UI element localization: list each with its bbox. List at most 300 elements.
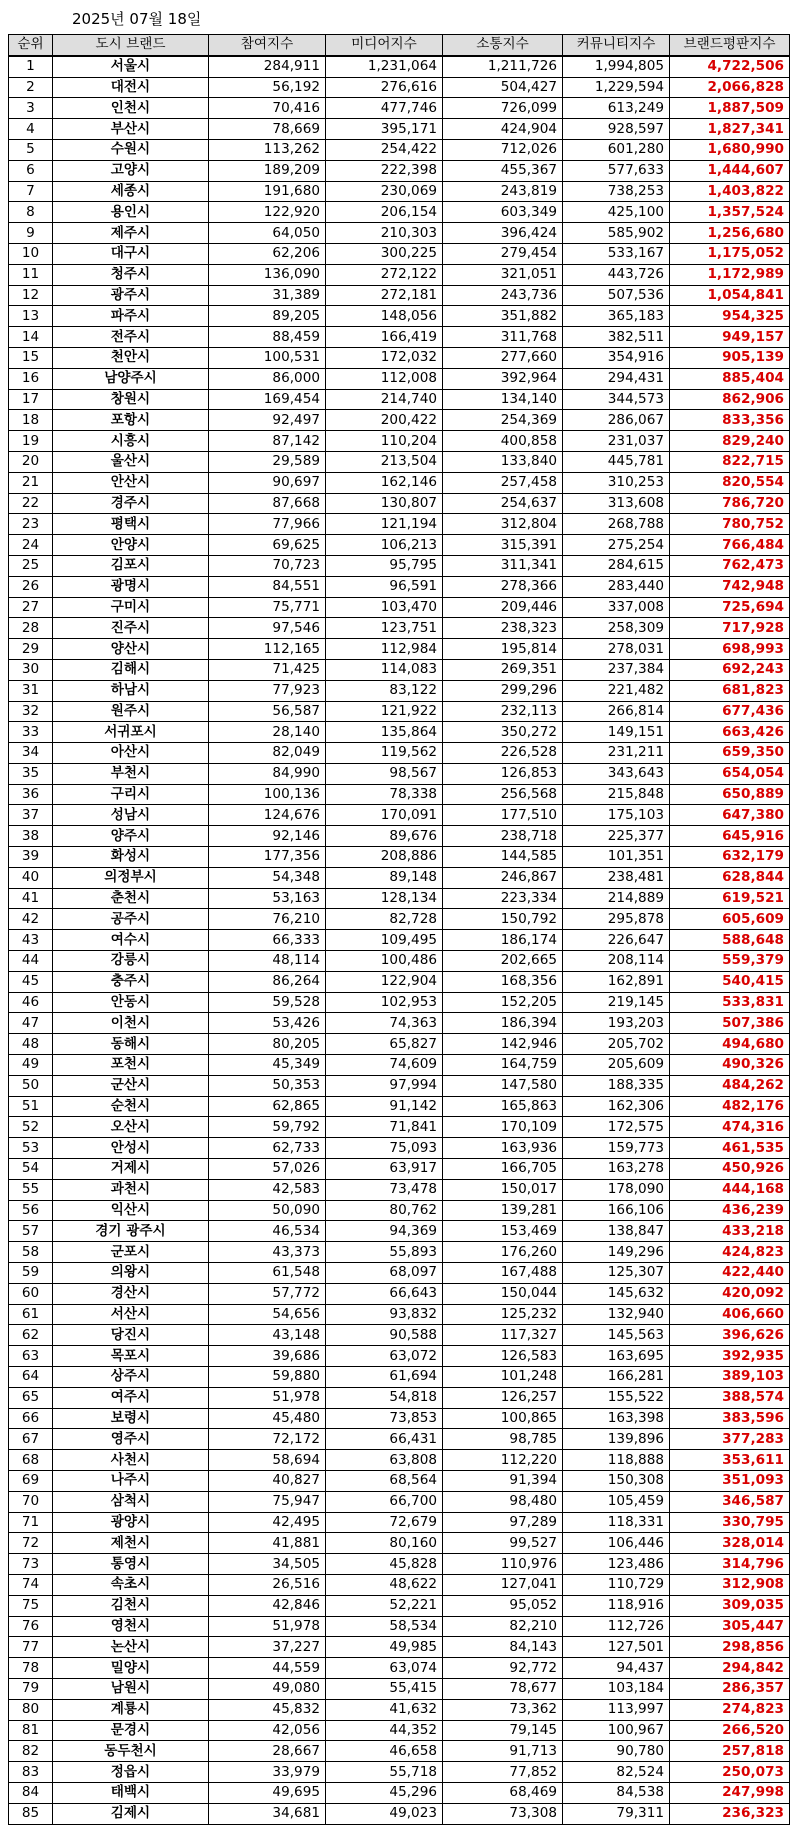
communication-cell: 112,220 [443,1450,563,1471]
media-cell: 122,904 [326,971,443,992]
communication-cell: 98,785 [443,1429,563,1450]
brand-index-cell: 698,993 [670,639,790,660]
city-name-cell: 익산시 [53,1200,209,1221]
communication-cell: 1,211,726 [443,56,563,77]
media-cell: 58,534 [326,1616,443,1637]
rank-cell: 48 [9,1034,53,1055]
community-cell: 125,307 [563,1263,670,1284]
participation-cell: 66,333 [209,930,326,951]
city-name-cell: 순천시 [53,1096,209,1117]
table-row [9,77,790,98]
city-name-cell: 김제시 [53,1803,209,1824]
brand-index-cell: 482,176 [670,1096,790,1117]
table-row [9,1013,790,1034]
city-name-cell: 군포시 [53,1242,209,1263]
community-cell: 295,878 [563,909,670,930]
communication-cell: 152,205 [443,992,563,1013]
brand-index-cell: 420,092 [670,1283,790,1304]
communication-cell: 315,391 [443,535,563,556]
media-cell: 52,221 [326,1595,443,1616]
communication-cell: 73,308 [443,1803,563,1824]
brand-index-cell: 2,066,828 [670,77,790,98]
table-row [9,1658,790,1679]
media-cell: 109,495 [326,930,443,951]
media-cell: 94,369 [326,1221,443,1242]
community-cell: 79,311 [563,1803,670,1824]
communication-cell: 392,964 [443,368,563,389]
brand-index-cell: 351,093 [670,1470,790,1491]
table-row [9,680,790,701]
city-name-cell: 동해시 [53,1034,209,1055]
participation-cell: 28,667 [209,1741,326,1762]
media-cell: 210,303 [326,223,443,244]
participation-cell: 284,911 [209,56,326,77]
media-cell: 55,415 [326,1678,443,1699]
city-name-cell: 속초시 [53,1574,209,1595]
media-cell: 82,728 [326,909,443,930]
rank-cell: 81 [9,1720,53,1741]
community-cell: 103,184 [563,1678,670,1699]
city-name-cell: 제주시 [53,223,209,244]
community-cell: 139,896 [563,1429,670,1450]
media-cell: 112,984 [326,639,443,660]
city-name-cell: 의왕시 [53,1263,209,1284]
city-name-cell: 정읍시 [53,1762,209,1783]
communication-cell: 150,017 [443,1179,563,1200]
communication-cell: 165,863 [443,1096,563,1117]
city-name-cell: 영천시 [53,1616,209,1637]
brand-index-cell: 659,350 [670,743,790,764]
media-cell: 206,154 [326,202,443,223]
media-cell: 63,917 [326,1159,443,1180]
communication-cell: 223,334 [443,888,563,909]
rank-cell: 50 [9,1075,53,1096]
communication-cell: 77,852 [443,1762,563,1783]
media-cell: 80,160 [326,1533,443,1554]
media-cell: 91,142 [326,1096,443,1117]
participation-cell: 80,205 [209,1034,326,1055]
communication-cell: 150,044 [443,1283,563,1304]
participation-cell: 26,516 [209,1574,326,1595]
media-cell: 121,922 [326,701,443,722]
participation-cell: 61,548 [209,1263,326,1284]
media-cell: 48,622 [326,1574,443,1595]
community-cell: 162,306 [563,1096,670,1117]
communication-cell: 95,052 [443,1595,563,1616]
brand-index-cell: 494,680 [670,1034,790,1055]
header-brand-reputation-index: 브랜드평판지수 [670,35,790,56]
participation-cell: 49,695 [209,1782,326,1803]
participation-cell: 50,090 [209,1200,326,1221]
rank-cell: 29 [9,639,53,660]
table-row [9,327,790,348]
brand-index-cell: 406,660 [670,1304,790,1325]
brand-index-cell: 820,554 [670,472,790,493]
table-row [9,472,790,493]
city-name-cell: 서울시 [53,56,209,77]
table-row [9,1533,790,1554]
communication-cell: 134,140 [443,389,563,410]
media-cell: 112,008 [326,368,443,389]
community-cell: 354,916 [563,347,670,368]
community-cell: 231,211 [563,743,670,764]
city-name-cell: 남원시 [53,1678,209,1699]
table-row [9,805,790,826]
table-row [9,1325,790,1346]
participation-cell: 31,389 [209,285,326,306]
participation-cell: 34,505 [209,1554,326,1575]
brand-index-cell: 786,720 [670,493,790,514]
participation-cell: 78,669 [209,119,326,140]
rank-cell: 14 [9,327,53,348]
media-cell: 170,091 [326,805,443,826]
communication-cell: 424,904 [443,119,563,140]
header-communication-index: 소통지수 [443,35,563,56]
brand-index-cell: 862,906 [670,389,790,410]
table-row [9,1304,790,1325]
rank-cell: 24 [9,535,53,556]
brand-index-cell: 294,842 [670,1658,790,1679]
rank-cell: 20 [9,451,53,472]
rank-cell: 66 [9,1408,53,1429]
community-cell: 132,940 [563,1304,670,1325]
brand-index-cell: 654,054 [670,763,790,784]
brand-index-cell: 1,444,607 [670,160,790,181]
participation-cell: 75,947 [209,1491,326,1512]
media-cell: 73,853 [326,1408,443,1429]
brand-index-cell: 433,218 [670,1221,790,1242]
table-row [9,223,790,244]
communication-cell: 726,099 [443,98,563,119]
participation-cell: 53,426 [209,1013,326,1034]
city-name-cell: 천안시 [53,347,209,368]
city-name-cell: 안양시 [53,535,209,556]
communication-cell: 126,583 [443,1346,563,1367]
participation-cell: 88,459 [209,327,326,348]
table-row [9,1699,790,1720]
city-name-cell: 거제시 [53,1159,209,1180]
table-row [9,1200,790,1221]
brand-index-cell: 330,795 [670,1512,790,1533]
community-cell: 258,309 [563,618,670,639]
participation-cell: 169,454 [209,389,326,410]
participation-cell: 76,210 [209,909,326,930]
media-cell: 63,808 [326,1450,443,1471]
media-cell: 74,363 [326,1013,443,1034]
participation-cell: 51,978 [209,1387,326,1408]
communication-cell: 350,272 [443,722,563,743]
brand-index-cell: 286,357 [670,1678,790,1699]
rank-cell: 18 [9,410,53,431]
media-cell: 44,352 [326,1720,443,1741]
brand-index-cell: 1,175,052 [670,243,790,264]
brand-index-cell: 650,889 [670,784,790,805]
brand-index-cell: 1,827,341 [670,119,790,140]
participation-cell: 51,978 [209,1616,326,1637]
rank-cell: 53 [9,1138,53,1159]
participation-cell: 92,497 [209,410,326,431]
participation-cell: 189,209 [209,160,326,181]
brand-index-cell: 274,823 [670,1699,790,1720]
rank-cell: 82 [9,1741,53,1762]
rank-cell: 63 [9,1346,53,1367]
city-name-cell: 경산시 [53,1283,209,1304]
brand-index-cell: 725,694 [670,597,790,618]
table-row [9,181,790,202]
city-name-cell: 평택시 [53,514,209,535]
city-brand-ranking-table [8,34,790,1825]
brand-index-cell: 484,262 [670,1075,790,1096]
media-cell: 222,398 [326,160,443,181]
communication-cell: 126,257 [443,1387,563,1408]
header-rank: 순위 [9,35,53,56]
community-cell: 284,615 [563,555,670,576]
table-row [9,535,790,556]
city-name-cell: 여수시 [53,930,209,951]
communication-cell: 78,677 [443,1678,563,1699]
brand-index-cell: 236,323 [670,1803,790,1824]
rank-cell: 56 [9,1200,53,1221]
brand-index-cell: 645,916 [670,826,790,847]
media-cell: 78,338 [326,784,443,805]
city-name-cell: 안동시 [53,992,209,1013]
table-row [9,722,790,743]
participation-cell: 77,923 [209,680,326,701]
participation-cell: 69,625 [209,535,326,556]
communication-cell: 186,394 [443,1013,563,1034]
brand-index-cell: 424,823 [670,1242,790,1263]
city-name-cell: 제천시 [53,1533,209,1554]
rank-cell: 22 [9,493,53,514]
community-cell: 178,090 [563,1179,670,1200]
participation-cell: 58,694 [209,1450,326,1471]
brand-index-cell: 780,752 [670,514,790,535]
communication-cell: 133,840 [443,451,563,472]
participation-cell: 56,587 [209,701,326,722]
brand-index-cell: 247,998 [670,1782,790,1803]
brand-index-cell: 833,356 [670,410,790,431]
rank-cell: 72 [9,1533,53,1554]
participation-cell: 70,723 [209,555,326,576]
rank-cell: 57 [9,1221,53,1242]
rank-cell: 64 [9,1367,53,1388]
participation-cell: 34,681 [209,1803,326,1824]
city-name-cell: 계룡시 [53,1699,209,1720]
communication-cell: 254,369 [443,410,563,431]
brand-index-cell: 632,179 [670,847,790,868]
community-cell: 166,106 [563,1200,670,1221]
community-cell: 110,729 [563,1574,670,1595]
participation-cell: 37,227 [209,1637,326,1658]
communication-cell: 321,051 [443,264,563,285]
city-name-cell: 파주시 [53,306,209,327]
participation-cell: 113,262 [209,139,326,160]
city-name-cell: 수원시 [53,139,209,160]
brand-index-cell: 1,054,841 [670,285,790,306]
community-cell: 162,891 [563,971,670,992]
communication-cell: 269,351 [443,659,563,680]
communication-cell: 98,480 [443,1491,563,1512]
communication-cell: 166,705 [443,1159,563,1180]
communication-cell: 142,946 [443,1034,563,1055]
media-cell: 276,616 [326,77,443,98]
table-row [9,597,790,618]
participation-cell: 62,206 [209,243,326,264]
rank-cell: 30 [9,659,53,680]
communication-cell: 202,665 [443,951,563,972]
participation-cell: 28,140 [209,722,326,743]
community-cell: 601,280 [563,139,670,160]
brand-index-cell: 257,818 [670,1741,790,1762]
community-cell: 268,788 [563,514,670,535]
communication-cell: 82,210 [443,1616,563,1637]
city-name-cell: 구미시 [53,597,209,618]
table-row [9,930,790,951]
rank-cell: 59 [9,1263,53,1284]
media-cell: 213,504 [326,451,443,472]
communication-cell: 110,976 [443,1554,563,1575]
brand-index-cell: 885,404 [670,368,790,389]
city-name-cell: 양주시 [53,826,209,847]
brand-index-cell: 905,139 [670,347,790,368]
rank-cell: 52 [9,1117,53,1138]
table-row [9,1055,790,1076]
community-cell: 118,331 [563,1512,670,1533]
brand-index-cell: 346,587 [670,1491,790,1512]
participation-cell: 84,990 [209,763,326,784]
city-name-cell: 태백시 [53,1782,209,1803]
table-row [9,1263,790,1284]
table-row [9,1367,790,1388]
table-row [9,1574,790,1595]
city-name-cell: 이천시 [53,1013,209,1034]
city-name-cell: 보령시 [53,1408,209,1429]
communication-cell: 455,367 [443,160,563,181]
rank-cell: 5 [9,139,53,160]
media-cell: 66,700 [326,1491,443,1512]
communication-cell: 91,713 [443,1741,563,1762]
media-cell: 45,828 [326,1554,443,1575]
table-row [9,368,790,389]
communication-cell: 351,882 [443,306,563,327]
brand-index-cell: 461,535 [670,1138,790,1159]
community-cell: 219,145 [563,992,670,1013]
city-name-cell: 나주시 [53,1470,209,1491]
media-cell: 208,886 [326,847,443,868]
rank-cell: 1 [9,56,53,77]
media-cell: 96,591 [326,576,443,597]
community-cell: 127,501 [563,1637,670,1658]
community-cell: 507,536 [563,285,670,306]
media-cell: 110,204 [326,431,443,452]
media-cell: 172,032 [326,347,443,368]
media-cell: 89,676 [326,826,443,847]
table-row [9,1678,790,1699]
community-cell: 1,229,594 [563,77,670,98]
rank-cell: 17 [9,389,53,410]
community-cell: 175,103 [563,805,670,826]
table-row [9,56,790,77]
participation-cell: 97,546 [209,618,326,639]
community-cell: 226,647 [563,930,670,951]
brand-index-cell: 766,484 [670,535,790,556]
rank-cell: 54 [9,1159,53,1180]
table-row [9,1179,790,1200]
city-name-cell: 울산시 [53,451,209,472]
brand-index-cell: 533,831 [670,992,790,1013]
participation-cell: 45,832 [209,1699,326,1720]
header-participation-index: 참여지수 [209,35,326,56]
community-cell: 100,967 [563,1720,670,1741]
city-name-cell: 원주시 [53,701,209,722]
community-cell: 313,608 [563,493,670,514]
rank-cell: 76 [9,1616,53,1637]
media-cell: 162,146 [326,472,443,493]
community-cell: 112,726 [563,1616,670,1637]
rank-cell: 39 [9,847,53,868]
communication-cell: 139,281 [443,1200,563,1221]
media-cell: 97,994 [326,1075,443,1096]
brand-index-cell: 392,935 [670,1346,790,1367]
community-cell: 106,446 [563,1533,670,1554]
participation-cell: 56,192 [209,77,326,98]
community-cell: 283,440 [563,576,670,597]
city-name-cell: 사천시 [53,1450,209,1471]
participation-cell: 42,056 [209,1720,326,1741]
rank-cell: 7 [9,181,53,202]
communication-cell: 164,759 [443,1055,563,1076]
brand-index-cell: 436,239 [670,1200,790,1221]
participation-cell: 112,165 [209,639,326,660]
media-cell: 95,795 [326,555,443,576]
participation-cell: 70,416 [209,98,326,119]
communication-cell: 299,296 [443,680,563,701]
city-name-cell: 광양시 [53,1512,209,1533]
rank-cell: 65 [9,1387,53,1408]
city-name-cell: 시흥시 [53,431,209,452]
media-cell: 230,069 [326,181,443,202]
community-cell: 105,459 [563,1491,670,1512]
brand-index-cell: 1,172,989 [670,264,790,285]
media-cell: 89,148 [326,867,443,888]
community-cell: 159,773 [563,1138,670,1159]
media-cell: 66,431 [326,1429,443,1450]
table-row [9,1491,790,1512]
communication-cell: 712,026 [443,139,563,160]
rank-cell: 23 [9,514,53,535]
communication-cell: 97,289 [443,1512,563,1533]
communication-cell: 168,356 [443,971,563,992]
table-row [9,1720,790,1741]
community-cell: 150,308 [563,1470,670,1491]
media-cell: 200,422 [326,410,443,431]
rank-cell: 47 [9,1013,53,1034]
media-cell: 148,056 [326,306,443,327]
media-cell: 46,658 [326,1741,443,1762]
community-cell: 221,482 [563,680,670,701]
media-cell: 98,567 [326,763,443,784]
rank-cell: 36 [9,784,53,805]
media-cell: 114,083 [326,659,443,680]
participation-cell: 86,000 [209,368,326,389]
city-name-cell: 대전시 [53,77,209,98]
table-row [9,951,790,972]
community-cell: 231,037 [563,431,670,452]
header-media-index: 미디어지수 [326,35,443,56]
communication-cell: 68,469 [443,1782,563,1803]
communication-cell: 311,768 [443,327,563,348]
table-row [9,971,790,992]
